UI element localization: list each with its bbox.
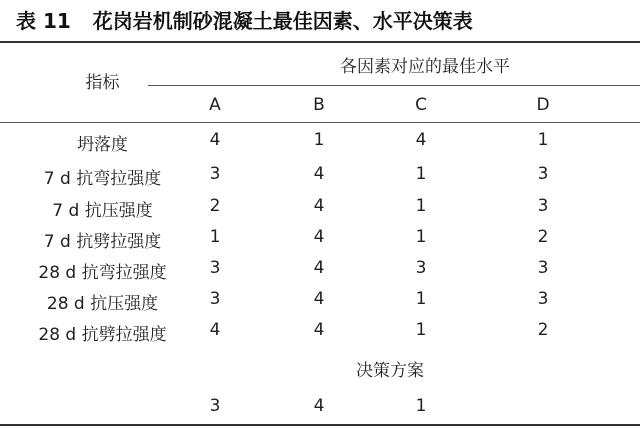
table-caption: 花岗岩机制砂混凝土最佳因素、水平决策表 — [92, 9, 473, 33]
column-header-b: B — [313, 95, 325, 115]
column-header-c: C — [415, 95, 427, 115]
decision-cell: 3 — [209, 396, 221, 416]
table-cell: 1 — [209, 227, 221, 247]
table-cell: 1 — [537, 130, 549, 150]
top-rule — [0, 41, 640, 43]
table-cell: 3 — [209, 289, 221, 309]
table-cell: 1 — [415, 196, 427, 216]
table-cell: 1 — [415, 227, 427, 247]
table-cell: 3 — [209, 258, 221, 278]
row-label: 28 d 抗压强度 — [46, 294, 159, 314]
row-label: 28 d 抗劈拉强度 — [38, 325, 167, 345]
table-cell: 1 — [313, 130, 325, 150]
table-number: 表 11 — [16, 9, 71, 33]
table-cell: 3 — [537, 289, 549, 309]
table-cell: 4 — [313, 258, 325, 278]
row-label: 7 d 抗弯拉强度 — [43, 169, 162, 189]
table-cell: 3 — [537, 196, 549, 216]
table-cell: 4 — [209, 320, 221, 340]
table-cell: 4 — [313, 196, 325, 216]
column-header-d: D — [536, 95, 550, 115]
header-rule — [0, 122, 640, 123]
table-cell: 4 — [313, 227, 325, 247]
table-cell: 4 — [209, 130, 221, 150]
column-header-a: A — [209, 95, 221, 115]
table-cell: 3 — [537, 164, 549, 184]
table-cell: 2 — [537, 227, 549, 247]
table-cell: 4 — [313, 164, 325, 184]
table-cell: 1 — [415, 164, 427, 184]
row-label: 7 d 抗劈拉强度 — [43, 232, 162, 252]
row-label: 坍落度 — [77, 135, 128, 155]
table-cell: 4 — [313, 289, 325, 309]
table-cell: 1 — [415, 289, 427, 309]
table-cell: 3 — [209, 164, 221, 184]
group-header: 各因素对应的最佳水平 — [340, 57, 510, 77]
decision-cell: 1 — [415, 396, 427, 416]
decision-cell: 4 — [313, 396, 325, 416]
indicator-header: 指标 — [85, 73, 120, 93]
table-cell: 2 — [209, 196, 221, 216]
table-cell: 3 — [415, 258, 427, 278]
bottom-rule — [0, 424, 640, 426]
table-cell: 1 — [415, 320, 427, 340]
table-cell: 4 — [415, 130, 427, 150]
table-cell: 3 — [537, 258, 549, 278]
table-cell: 2 — [537, 320, 549, 340]
header-sub-rule — [148, 85, 640, 86]
table-title — [16, 2, 473, 40]
decision-label: 决策方案 — [356, 361, 424, 381]
row-label: 7 d 抗压强度 — [52, 201, 153, 221]
row-label: 28 d 抗弯拉强度 — [38, 263, 167, 283]
table-cell: 4 — [313, 320, 325, 340]
